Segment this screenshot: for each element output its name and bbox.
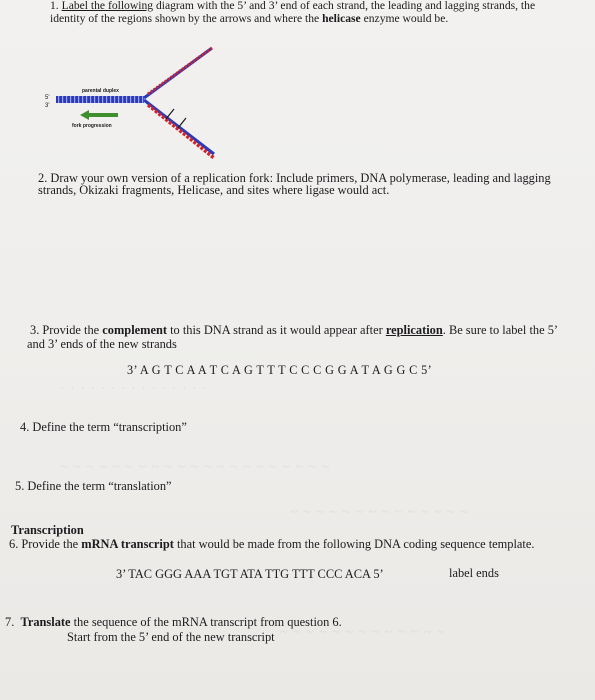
replication-term: replication: [385, 323, 443, 337]
section-heading-text: Transcription: [11, 523, 84, 537]
okazaki-fragment-mark: [166, 109, 174, 119]
parental-duplex-label: parental duplex: [82, 88, 119, 94]
bleed-through-text: ~ ~ ~ ~ ~ ~ ~ ~ ~ ~ ~ ~ ~: [280, 625, 446, 640]
question-3-line-2: and 3’ ends of the new strands: [27, 337, 177, 351]
question-7-line-1: [5, 615, 342, 629]
five-prime-end-label: 5': [45, 95, 50, 101]
bleed-through-text: ~ ~ ~ ~ ~ ~ ~ ~ ~ ~ ~ ~ ~ ~ ~ ~ ~ ~ ~ ~ ~: [60, 460, 331, 475]
upper-daughter-strand: [144, 48, 212, 98]
helicase-term: helicase: [322, 12, 361, 25]
question-1-text: diagram with the 5’ and 3’ end of each strand, the leading and lagging strands, the: [153, 0, 536, 12]
question-2-line-1: 2. Draw your own version of a replication fork: Include primers, DNA polymerase, leading and lagging: [38, 171, 551, 185]
question-1-underlined: Label the following: [61, 0, 154, 12]
dna-strand-sequence: 3’ A G T C A A T C A G T T T C C C G G A T A G G C 5’: [127, 363, 433, 377]
three-prime-end-label: 3': [45, 103, 50, 109]
question-6-line-1: [9, 537, 534, 551]
question-6-text: that would be made from the following DNA coding sequence template.: [173, 537, 535, 551]
label-ends-note: label ends: [449, 566, 499, 580]
parental-duplex: [56, 96, 144, 103]
question-5: 5. Define the term “translation”: [15, 479, 172, 493]
okazaki-fragment-mark: [178, 118, 186, 128]
bleed-through-text: ~ ~ ~ ~ ~ ~ ~ ~ ~ ~ ~ ~ ~ ~: [290, 505, 469, 520]
translate-term: Translate: [20, 615, 71, 629]
section-heading-transcription: [11, 523, 84, 537]
question-7-line-2: Start from the 5’ end of the new transcript: [67, 630, 275, 644]
lower-daughter-strand: [144, 100, 214, 158]
question-6-text: 6. Provide the: [9, 537, 82, 551]
question-3-text: . Be sure to label the 5’: [442, 323, 559, 337]
replication-fork-diagram: [36, 36, 236, 166]
question-1-line-1: [50, 0, 535, 12]
question-3-text: to this DNA strand as it would appear after: [166, 323, 386, 337]
question-1-text: enzyme would be.: [360, 12, 449, 25]
complement-term: complement: [102, 323, 167, 337]
mrna-transcript-term: mRNA transcript: [81, 537, 174, 551]
question-2-line-2: strands, Okizaki fragments, Helicase, and sites where ligase would act.: [38, 183, 390, 197]
question-1-line-2: [50, 12, 448, 25]
question-1-number: 1.: [50, 0, 59, 12]
fork-progression-arrow: [80, 110, 118, 120]
question-3-text: 3. Provide the: [30, 323, 103, 337]
fork-progression-label: fork progression: [72, 123, 112, 129]
question-7-text: the sequence of the mRNA transcript from question 6.: [70, 615, 342, 629]
question-3-line-1: [30, 323, 558, 337]
bleed-through-text: · · · · · · · · · · · · · · ·: [60, 382, 208, 397]
question-7-number: 7.: [5, 615, 15, 629]
question-1-text: identity of the regions shown by the arrows and where the: [50, 12, 323, 25]
question-4: 4. Define the term “transcription”: [20, 420, 187, 434]
coding-sequence-template: 3’ TAC GGG AAA TGT ATA TTG TTT CCC ACA 5’: [116, 567, 384, 581]
